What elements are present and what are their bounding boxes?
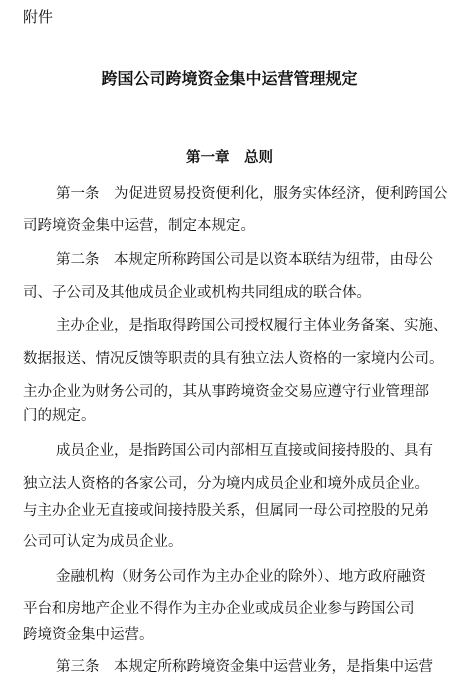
paragraph-line: 与主办企业无直接或间接持股关系，但属同一母公司控股的兄弟 <box>23 503 429 519</box>
paragraph-line: 主办企业为财务公司的，其从事跨境资金交易应遵守行业管理部 <box>23 384 429 400</box>
paragraph-line: 独立法人资格的各家公司，分为境内成员企业和境外成员企业。 <box>23 476 429 492</box>
paragraph-line: 主办企业，是指取得跨国公司授权履行主体业务备案、实施、 <box>56 318 448 334</box>
paragraph-line: 第一条 为促进贸易投资便利化，服务实体经济，便利跨国公 <box>56 186 448 202</box>
paragraph-line: 司跨境资金集中运营，制定本规定。 <box>23 218 255 234</box>
paragraph-line: 跨境资金集中运营。 <box>23 627 154 643</box>
chapter-title: 第一章 总则 <box>186 150 273 166</box>
attachment-label: 附件 <box>23 8 54 26</box>
document-title: 跨国公司跨境资金集中运营管理规定 <box>101 69 358 88</box>
paragraph-line: 金融机构（财务公司作为主办企业的除外）、地方政府融资 <box>56 569 426 585</box>
paragraph-line: 司、子公司及其他成员企业或机构共同组成的联合体。 <box>23 285 371 301</box>
paragraph-line: 平台和房地产企业不得作为主办企业或成员企业参与跨国公司 <box>23 601 415 617</box>
paragraph-line: 公司可认定为成员企业。 <box>23 534 183 550</box>
paragraph-line: 门的规定。 <box>23 408 96 424</box>
paragraph-line: 成员企业，是指跨国公司内部相互直接或间接持股的、具有 <box>56 443 433 459</box>
paragraph-line: 第三条 本规定所称跨境资金集中运营业务，是指集中运营 <box>56 659 433 675</box>
paragraph-line: 第二条 本规定所称跨国公司是以资本联结为纽带，由母公 <box>56 252 433 268</box>
paragraph-line: 数据报送、情况反馈等职责的具有独立法人资格的一家境内公司。 <box>23 351 444 367</box>
